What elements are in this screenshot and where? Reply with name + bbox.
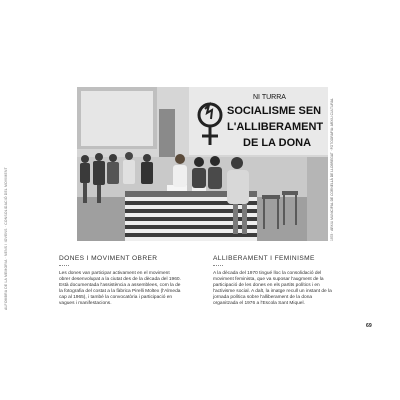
banner-line-1: NI TURRA	[253, 94, 286, 101]
right-column-body: A la dècada del 1970 tingué lloc la consolidació del moviment feminista, que va suposar l'augment de la participació de les dones en els partits polítics i en l'activisme social. A dalt, la imatge recull un instant de la jornada política sobre l'alliberament de la dona organitzada el 1976 a l'Escola Sant Miquel.	[213, 271, 332, 307]
banner-line-4: DE LA DONA	[243, 137, 312, 149]
page-number: 69	[366, 323, 372, 329]
photo-illustration	[77, 87, 328, 241]
spine-text: ALFOMBRA DE LA MEMORIA · NENS I IOVENS · CONSOLIDACIÓ DEL MOVIMENT	[4, 167, 8, 310]
left-column-body: Les dones van participar activament en el moviment obrer desenvolupat a la ciutat des de la dècada del 1960. Està documentada l'assistència a assemblees, com la de la fotografia del costat a la fàbrica Pirelli Moltex (l'Almeda cap al 1965), i també la convocatòria i participació en vagues i manifestacions.	[59, 271, 181, 307]
heading-divider	[59, 265, 69, 267]
banner-line-3: L'ALLIBERAMENT	[227, 121, 324, 133]
running-spine-title	[4, 150, 10, 310]
photo-credit-text: 1978 · ARXIU MUNICIPAL DE CORNELLÀ DE LLOBREGAT · FOTOGRAFIA: ARXIU CULTURAL	[330, 98, 334, 241]
historical-photo	[77, 87, 328, 241]
heading-divider	[213, 265, 223, 267]
photo-credit	[330, 87, 336, 241]
right-column-heading: ALLIBERAMENT I FEMINISME	[213, 255, 315, 262]
left-column	[59, 255, 182, 308]
left-column-heading: DONES I MOVIMENT OBRER	[59, 255, 158, 262]
right-column	[213, 255, 336, 308]
banner-line-2: SOCIALISME SEN	[227, 105, 322, 117]
